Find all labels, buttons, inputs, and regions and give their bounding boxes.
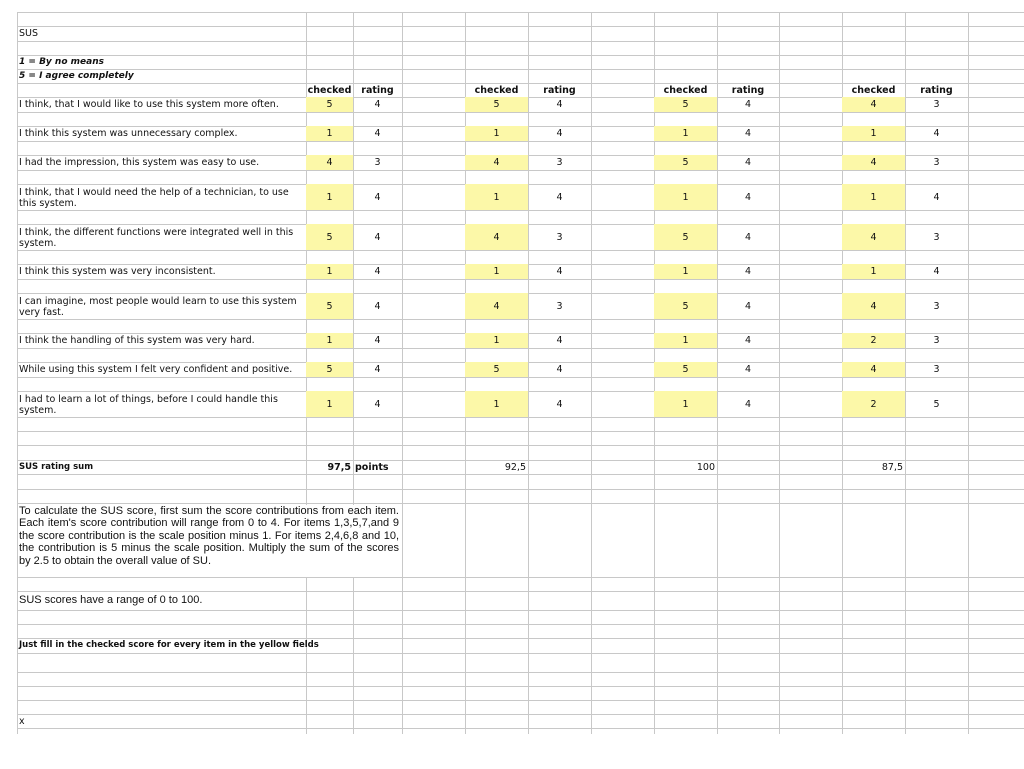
checked-score-cell[interactable]: 1	[306, 333, 353, 348]
question-text: I think, that I would like to use this system more often.	[19, 99, 279, 110]
checked-score-cell[interactable]: 1	[465, 264, 528, 279]
checked-score-cell[interactable]: 1	[842, 264, 905, 279]
sus-sum-1: 97,5	[327, 461, 351, 473]
checked-score-cell[interactable]: 2	[842, 391, 905, 417]
rating-cell: 3	[933, 99, 940, 110]
rating-cell: 4	[744, 157, 752, 168]
sheet-title: SUS	[19, 28, 39, 39]
rating-cell: 4	[374, 300, 381, 312]
rating-cell: 4	[556, 191, 563, 203]
rating-cell: 4	[744, 300, 752, 312]
checked-score-cell[interactable]: 1	[654, 333, 717, 348]
rating-cell: 3	[556, 157, 563, 168]
checked-score-cell[interactable]: 4	[465, 293, 528, 319]
rating-cell: 4	[744, 128, 752, 139]
question-text: I think this system was very inconsistent.	[19, 266, 216, 277]
header-checked: checked	[474, 84, 519, 96]
checked-score-cell[interactable]: 1	[654, 184, 717, 210]
rating-cell: 3	[556, 300, 563, 312]
header-rating: rating	[543, 84, 576, 96]
checked-score-cell[interactable]: 5	[465, 362, 528, 377]
rating-cell: 3	[556, 231, 563, 243]
checked-score-cell[interactable]: 5	[654, 155, 717, 170]
rating-cell: 4	[556, 398, 563, 410]
header-checked: checked	[307, 84, 352, 96]
rating-cell: 4	[933, 191, 940, 203]
rating-cell: 3	[933, 364, 940, 375]
question-text: I had to learn a lot of things, before I could handle this system.	[19, 394, 278, 416]
checked-score-cell[interactable]: 5	[654, 97, 717, 112]
checked-score-cell[interactable]: 1	[842, 184, 905, 210]
checked-score-cell[interactable]: 5	[465, 97, 528, 112]
rating-cell: 4	[374, 191, 381, 203]
checked-score-cell[interactable]: 1	[465, 126, 528, 141]
checked-score-cell[interactable]: 5	[654, 362, 717, 377]
checked-score-cell[interactable]: 1	[306, 264, 353, 279]
sus-sum-2: 92,5	[504, 461, 526, 473]
checked-score-cell[interactable]: 4	[465, 224, 528, 250]
points-label: points	[355, 461, 389, 473]
spreadsheet	[17, 12, 1024, 734]
question-text: I had the impression, this system was easy to use.	[19, 157, 260, 168]
scale-high-label: 5 = I agree completely	[19, 70, 134, 81]
checked-score-cell[interactable]: 4	[306, 155, 353, 170]
rating-cell: 4	[744, 398, 752, 410]
rating-cell: 4	[374, 266, 381, 277]
header-rating: rating	[361, 84, 394, 96]
checked-score-cell[interactable]: 5	[654, 224, 717, 250]
checked-score-cell[interactable]: 5	[306, 97, 353, 112]
checked-score-cell[interactable]: 1	[654, 264, 717, 279]
rating-cell: 3	[933, 157, 940, 168]
checked-score-cell[interactable]: 1	[654, 126, 717, 141]
checked-score-cell[interactable]: 1	[306, 184, 353, 210]
checked-score-cell[interactable]: 4	[842, 224, 905, 250]
checked-score-cell[interactable]: 1	[654, 391, 717, 417]
checked-score-cell[interactable]: 1	[306, 126, 353, 141]
range-note: SUS scores have a range of 0 to 100.	[19, 594, 203, 606]
rating-cell: 4	[374, 398, 381, 410]
question-text: I think, the different functions were integrated well in this system.	[19, 227, 294, 249]
checked-score-cell[interactable]: 5	[654, 293, 717, 319]
rating-cell: 4	[374, 128, 381, 139]
rating-cell: 4	[556, 266, 563, 277]
header-rating: rating	[731, 84, 765, 96]
checked-score-cell[interactable]: 4	[842, 97, 905, 112]
header-rating: rating	[920, 84, 953, 96]
checked-score-cell[interactable]: 1	[842, 126, 905, 141]
checked-score-cell[interactable]: 4	[842, 155, 905, 170]
checked-score-cell[interactable]: 5	[306, 224, 353, 250]
header-checked: checked	[851, 84, 896, 96]
question-text: I think this system was unnecessary complex.	[19, 128, 238, 139]
scale-low-label: 1 = By no means	[19, 56, 104, 67]
checked-score-cell[interactable]: 4	[842, 293, 905, 319]
header-checked: checked	[663, 84, 708, 96]
rating-cell: 4	[556, 128, 563, 139]
rating-cell: 4	[744, 335, 752, 346]
rating-cell: 3	[933, 300, 940, 312]
checked-score-cell[interactable]: 1	[465, 184, 528, 210]
instruction-text: Just fill in the checked score for every item in the yellow fields	[19, 640, 319, 650]
rating-cell: 4	[556, 99, 563, 110]
checked-score-cell[interactable]: 1	[465, 391, 528, 417]
rating-cell: 4	[933, 128, 940, 139]
rating-cell: 4	[744, 364, 752, 375]
explanation-text: To calculate the SUS score, first sum the score contributions from each item. Each item's score contribution will range from 0 to 4. For items 1,3,5,7,and 9 the score contribution is the scale position minus 1. For items 2,4,6,8 and 10, the contribution is 5 minus the scale position. Multiply the sum of the scores by 2.5 to obtain the overall value of SU.	[19, 505, 399, 577]
checked-score-cell[interactable]: 4	[842, 362, 905, 377]
rating-cell: 5	[933, 398, 940, 410]
rating-cell: 4	[374, 335, 381, 346]
rating-cell: 4	[744, 266, 752, 277]
checked-score-cell[interactable]: 5	[306, 293, 353, 319]
rating-cell: 4	[556, 364, 563, 375]
question-text: I can imagine, most people would learn to use this system very fast.	[19, 296, 297, 318]
rating-cell: 4	[374, 99, 381, 110]
sum-label: SUS rating sum	[19, 461, 94, 472]
checked-score-cell[interactable]: 4	[465, 155, 528, 170]
checked-score-cell[interactable]: 1	[465, 333, 528, 348]
rating-cell: 4	[744, 99, 752, 110]
sus-sum-3: 100	[696, 461, 715, 473]
rating-cell: 3	[933, 335, 940, 346]
rating-cell: 4	[744, 191, 752, 203]
rating-cell: 4	[374, 364, 381, 375]
rating-cell: 4	[933, 266, 940, 277]
footer-x-marker: x	[19, 715, 25, 727]
question-text: While using this system I felt very confident and positive.	[19, 364, 293, 375]
rating-cell: 4	[374, 231, 381, 243]
rating-cell: 4	[556, 335, 563, 346]
rating-cell: 4	[744, 231, 752, 243]
question-text: I think the handling of this system was very hard.	[19, 335, 255, 346]
rating-cell: 3	[933, 231, 940, 243]
rating-cell: 3	[374, 157, 381, 168]
sus-sum-4: 87,5	[881, 461, 903, 473]
question-text: I think, that I would need the help of a technician, to use this system.	[19, 187, 289, 209]
checked-score-cell[interactable]: 5	[306, 362, 353, 377]
checked-score-cell[interactable]: 1	[306, 391, 353, 417]
checked-score-cell[interactable]: 2	[842, 333, 905, 348]
